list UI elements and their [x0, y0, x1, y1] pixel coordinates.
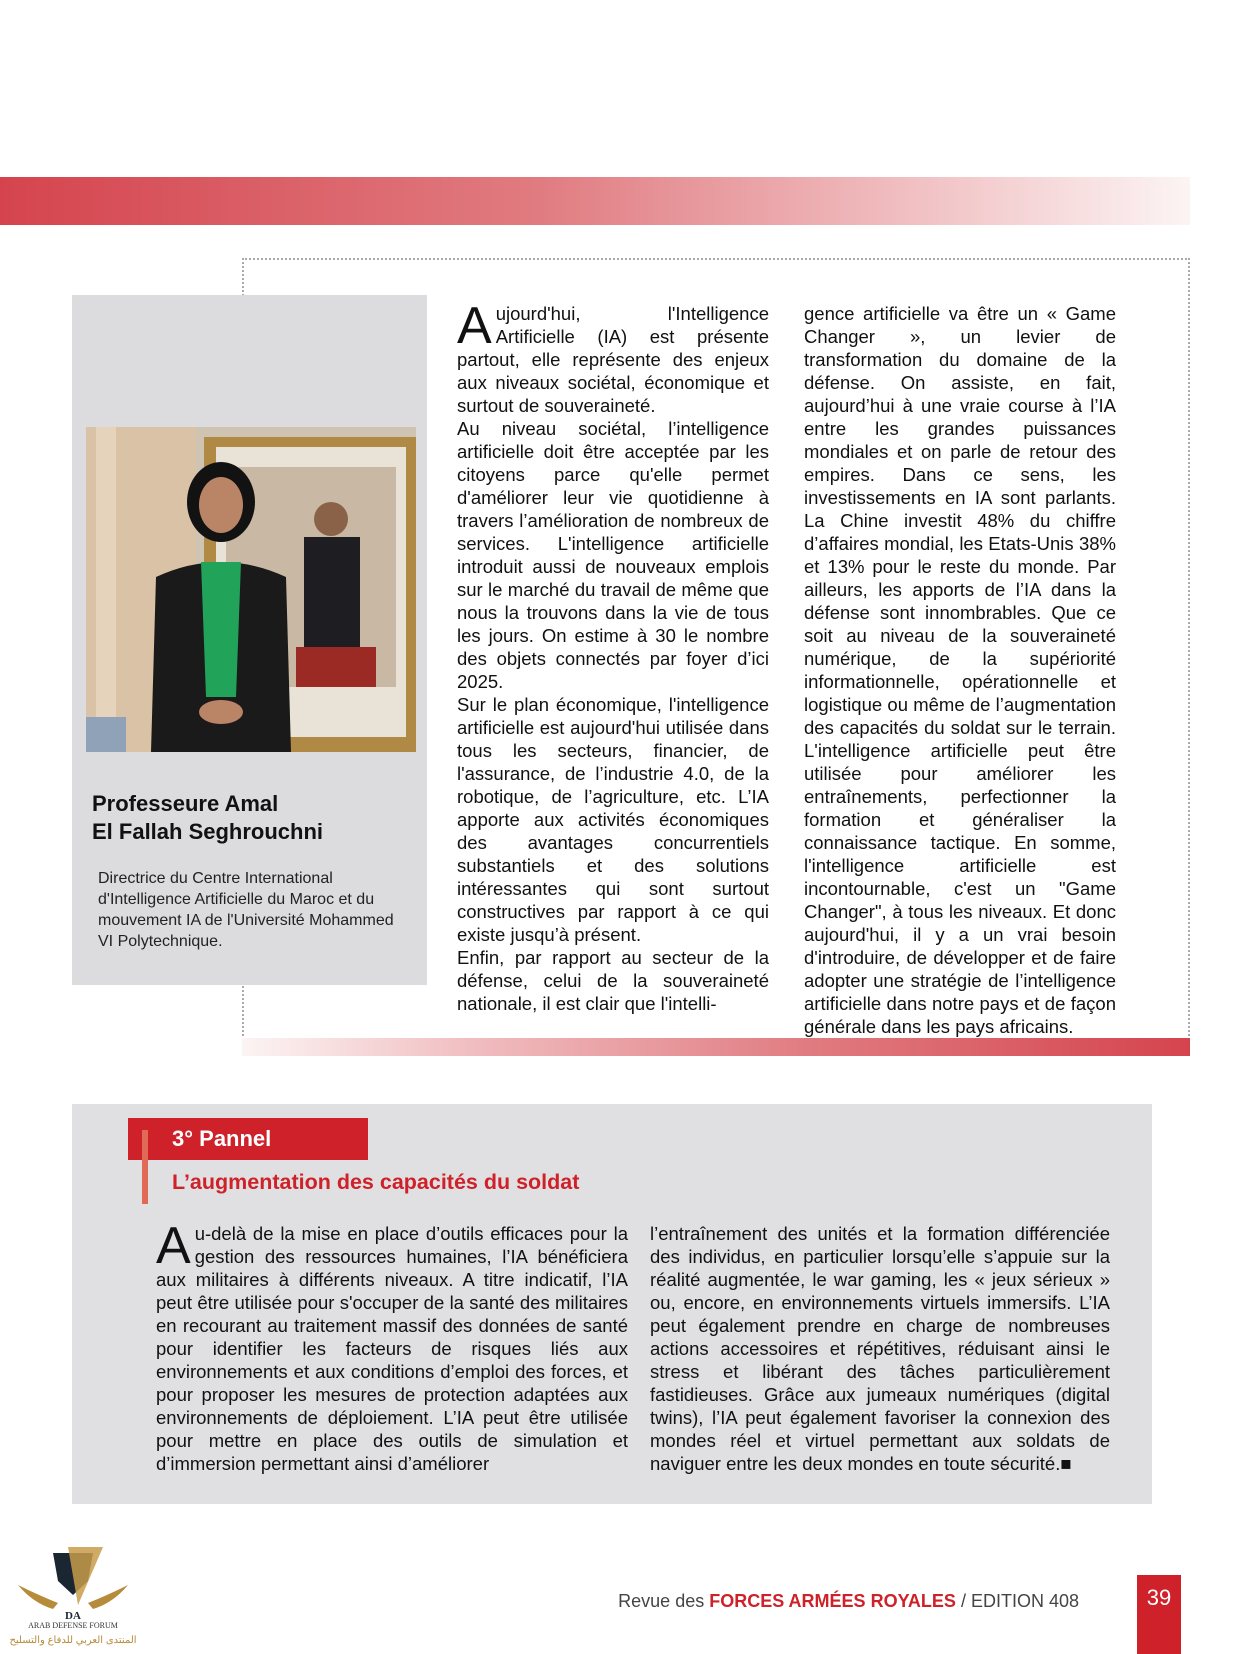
profile-photo — [86, 427, 416, 752]
panel-tab-label: 3° Pannel — [172, 1126, 272, 1151]
article-intro-paragraph: ujourd'hui, l'Intelligence Artificielle (IA) est présente partout, elle représente des enjeux aux niveaux sociétal, économique et surtout de souveraineté. — [457, 303, 769, 416]
page-number: 39 — [1137, 1575, 1181, 1654]
panel-section — [72, 1104, 1152, 1504]
watermark-logo — [8, 1545, 138, 1654]
article-bottom-band — [242, 1038, 1190, 1056]
panel-tab — [128, 1118, 368, 1160]
profile-name-line2: El Fallah Seghrouchni — [92, 819, 324, 844]
watermark-arabic: المنتدى العربي للدفاع والتسليح — [9, 1635, 137, 1646]
profile-card — [72, 295, 427, 985]
profile-name — [92, 790, 323, 846]
article-column-2 — [804, 302, 1116, 1038]
top-decorative-band — [0, 177, 1190, 225]
watermark-name: ARAB DEFENSE FORUM — [28, 1621, 118, 1630]
panel-paragraph: u-delà de la mise en place d’outils efficaces pour la gestion des ressources humaines, l’IA bénéficiera aux militaires à différents niveaux. A titre indicatif, l’IA peut être utilisée pour s'occuper de la santé des militaires en recourant au traitement massif des données de santé pour identifier les facteurs de risques liés aux environnements et aux conditions d’emploi des forces, et pour proposer les mesures de protection adaptées aux environnements de déploiement. L’IA peut être utilisée pour mettre en place des outils de simulation et d’immersion permettant ainsi d’améliorer — [156, 1223, 628, 1474]
panel-paragraph: l’entraînement des unités et la formation différenciée des individus, en particulier lorsqu’elle s’appuie sur la réalité augmentée, le war gaming, les « jeux sérieux » ou, encore, en environnements virtuels immersifs. L’IA peut également prendre en charge de nombreuses actions accessoires et répétitives, réduisant ainsi le stress et libérant des tâches particulièrement fastidieuses. Grâce aux jumeaux numériques (digital twins), l’IA peut également favoriser la connexion des mondes réel et virtuel permettant aux soldats de naviguer entre les deux mondes en toute sécurité. — [650, 1223, 1110, 1474]
shield-wings-icon — [8, 1545, 138, 1621]
article-paragraph: Sur le plan économique, l'intelligence artificielle est aujourd'hui utilisée dans tous les secteurs, financier, de l'assurance, de l’industrie 4.0, de la robotique, de l’agriculture, etc. L’IA apporte aux activités économiques des avantages concurrentiels substantiels et des solutions intéressantes qui sont surtout constructives par rapport à ce qui existe jusqu’à présent. — [457, 694, 769, 945]
end-mark-icon: ■ — [1060, 1453, 1072, 1474]
article-paragraph: gence artificielle va être un « Game Changer », un levier de transformation du domaine de la défense. On assiste, en fait, aujourd’hui à une vraie course à l’IA entre les grandes puissances mondiales et on parle de retour des empires. Dans ce sens, les investissements en IA sont parlants. La Chine investit 48% du chiffre d’affaires mondial, les Etats-Unis 38% et 13% pour le reste du monde. Par ailleurs, les apports de l’IA dans la défense sont innombrables. Que ce soit au niveau de la souveraineté numérique, de la supériorité informationnelle, opérationnelle et logistique ou même de l’augmentation des capacités du soldat sur le terrain. L'intelligence artificielle peut être utilisée pour améliorer les entraînements, perfectionner la formation et généraliser la connaissance tactique. En somme, l'intelligence artificielle est incontournable, c'est un "Game Changer", à tous les niveaux. Et donc aujourd'hui, il y a un vrai besoin d'introduire, de développer et de faire adopter une stratégie de l’intelligence artificielle dans notre pays et de façon générale dans les pays africains. — [804, 303, 1116, 1037]
footer-edition: 408 — [1048, 1591, 1079, 1611]
article-column-1 — [457, 297, 769, 1015]
article-paragraph: Au niveau sociétal, l’intelligence artificielle doit être acceptée par les citoyens parce qu'elle permet d'améliorer leur vie quotidienne à travers l’amélioration de nombreux de services. L'intelligence artificielle introduit aussi de nouveaux emplois sur le marché du travail de même que nous la trouvons dans la vie de tous les jours. On estime à 30 le nombre des objets connectés par foyer d’ici 2025. — [457, 418, 769, 692]
portrait-illustration — [86, 427, 416, 752]
panel-accent-bar — [142, 1130, 148, 1204]
footer-brand: FORCES ARMÉES ROYALES — [709, 1591, 956, 1611]
footer-publication — [618, 1591, 1079, 1612]
footer-separator: / EDITION — [955, 1591, 1049, 1611]
panel-subtitle: L’augmentation des capacités du soldat — [172, 1170, 580, 1194]
article-paragraph: Enfin, par rapport au secteur de la défense, celui de la souveraineté nationale, il est clair que l'intelli- — [457, 947, 769, 1014]
dropcap: A — [457, 297, 492, 355]
panel-column-2 — [650, 1222, 1110, 1475]
panel-column-1 — [156, 1217, 628, 1475]
watermark-monogram: DA — [65, 1610, 81, 1621]
profile-role: Directrice du Centre International d'Intelligence Artificielle du Maroc et du mouvement IA de l'Université Mohammed VI Polytechnique. — [98, 870, 394, 950]
footer-prefix: Revue des — [618, 1591, 710, 1611]
panel-dropcap: A — [156, 1217, 191, 1275]
profile-name-line1: Professeure Amal — [92, 791, 279, 816]
